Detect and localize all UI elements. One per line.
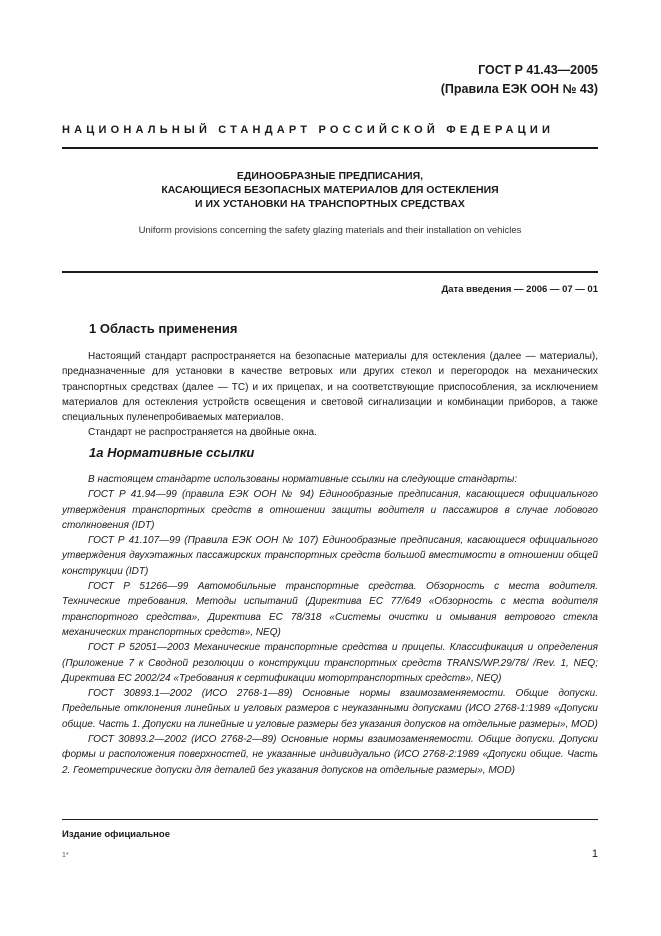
exclusion-paragraph: Стандарт не распространяется на двойные окна. bbox=[88, 427, 317, 439]
english-title: Uniform provisions concerning the safety glazing materials and their installation on vehicles bbox=[138, 225, 522, 236]
title-line-3: И ИХ УСТАНОВКИ НА ТРАНСПОРТНЫХ СРЕДСТВАХ bbox=[195, 198, 465, 210]
references-intro: В настоящем стандарте использованы нормативные ссылки на следующие стандарты: bbox=[88, 474, 518, 485]
national-standard-banner: НАЦИОНАЛЬНЫЙ СТАНДАРТ РОССИЙСКОЙ ФЕДЕРАЦИИ bbox=[62, 124, 555, 136]
effective-date: Дата введения — 2006 — 07 — 01 bbox=[441, 284, 598, 295]
top-divider bbox=[62, 147, 598, 149]
official-edition-label: Издание официальное bbox=[62, 829, 170, 840]
title-divider bbox=[62, 271, 598, 273]
normative-references bbox=[62, 472, 598, 778]
reference-item: ГОСТ Р 52051—2003 Механические транспортные средства и прицепы. Классификация и определения (Приложение 7 к Сводной резолюции о конструкции транспортных средств TRANS/WP.29/78/ /Rev. 1, NEQ; Директива ЕС 2002/24 «Требования к сертификации мотортранспортных средств», NEQ) bbox=[62, 642, 598, 684]
title-line-2: КАСАЮЩИЕСЯ БЕЗОПАСНЫХ МАТЕРИАЛОВ ДЛЯ ОСТЕКЛЕНИЯ bbox=[161, 184, 499, 196]
page-number: 1 bbox=[591, 848, 598, 860]
reference-item: ГОСТ 30893.2—2002 (ИСО 2768-2—89) Основные нормы взаимозаменяемости. Общие допуски. Допуски формы и расположения поверхностей, не указанные индивидуально (ИСО 2768-2:1989 «Допуски общие. Часть 2. Геометрические допуски для деталей без указания допусков на отдельные размеры», MOD) bbox=[62, 734, 598, 776]
reference-item: ГОСТ Р 51266—99 Автомобильные транспортные средства. Обзорность с места водителя. Технические требования. Методы испытаний (Директива ЕС 77/649 «Обзорность с места водителя транспортного средства», Директива ЕС 78/318 «Системы очистки и омывания ветрового стекла механических транспортных средств», NEQ) bbox=[62, 581, 598, 638]
reference-item: ГОСТ Р 41.94—99 (правила ЕЭК ООН № 94) Единообразные предписания, касающиеся официального утверждения транспортных средств в отношении защиты водителя и пассажиров в случае лобового столкновения (IDT) bbox=[62, 489, 598, 531]
title-line-1: ЕДИНООБРАЗНЫЕ ПРЕДПИСАНИЯ, bbox=[236, 170, 424, 182]
unece-rule-number: (Правила ЕЭК ООН № 43) bbox=[440, 82, 598, 96]
sheet-mark: 1* bbox=[62, 852, 69, 859]
footer-divider bbox=[62, 819, 598, 820]
scope-paragraph: Настоящий стандарт распространяется на безопасные материалы для остекления (далее — материалы), предназначенные для установки в качестве ветровых или других стекол и перегородок на механических транспортных средствах (далее — ТС) и их прицепах, и на соответствующие приспособления, за исключением материалов для остекления устройств освещения и световой сигнализации и комбинации приборов, а также специальных пуленепробиваемых материалов. bbox=[62, 351, 598, 424]
standard-code: ГОСТ Р 41.43—2005 bbox=[478, 63, 598, 77]
document-title bbox=[62, 169, 598, 211]
section-1-body bbox=[62, 349, 598, 441]
section-1-heading: 1 Область применения bbox=[89, 321, 238, 336]
reference-item: ГОСТ Р 41.107—99 (Правила ЕЭК ООН № 107) Единообразные предписания, касающиеся официального утверждения двухэтажных пассажирских транспортных средств большой вместимости в отношении общей конструкции (IDT) bbox=[62, 535, 598, 577]
section-1a-heading: 1а Нормативные ссылки bbox=[89, 445, 255, 460]
reference-item: ГОСТ 30893.1—2002 (ИСО 2768-1—89) Основные нормы взаимозаменяемости. Общие допуски. Предельные отклонения линейных и угловых размеров с неуказанными допусками (ИСО 2768-1:1989 «Допуски общие. Часть 1. Допуски на линейные и угловые размеры без указания допусков на отдельные размеры», MOD) bbox=[62, 688, 598, 730]
